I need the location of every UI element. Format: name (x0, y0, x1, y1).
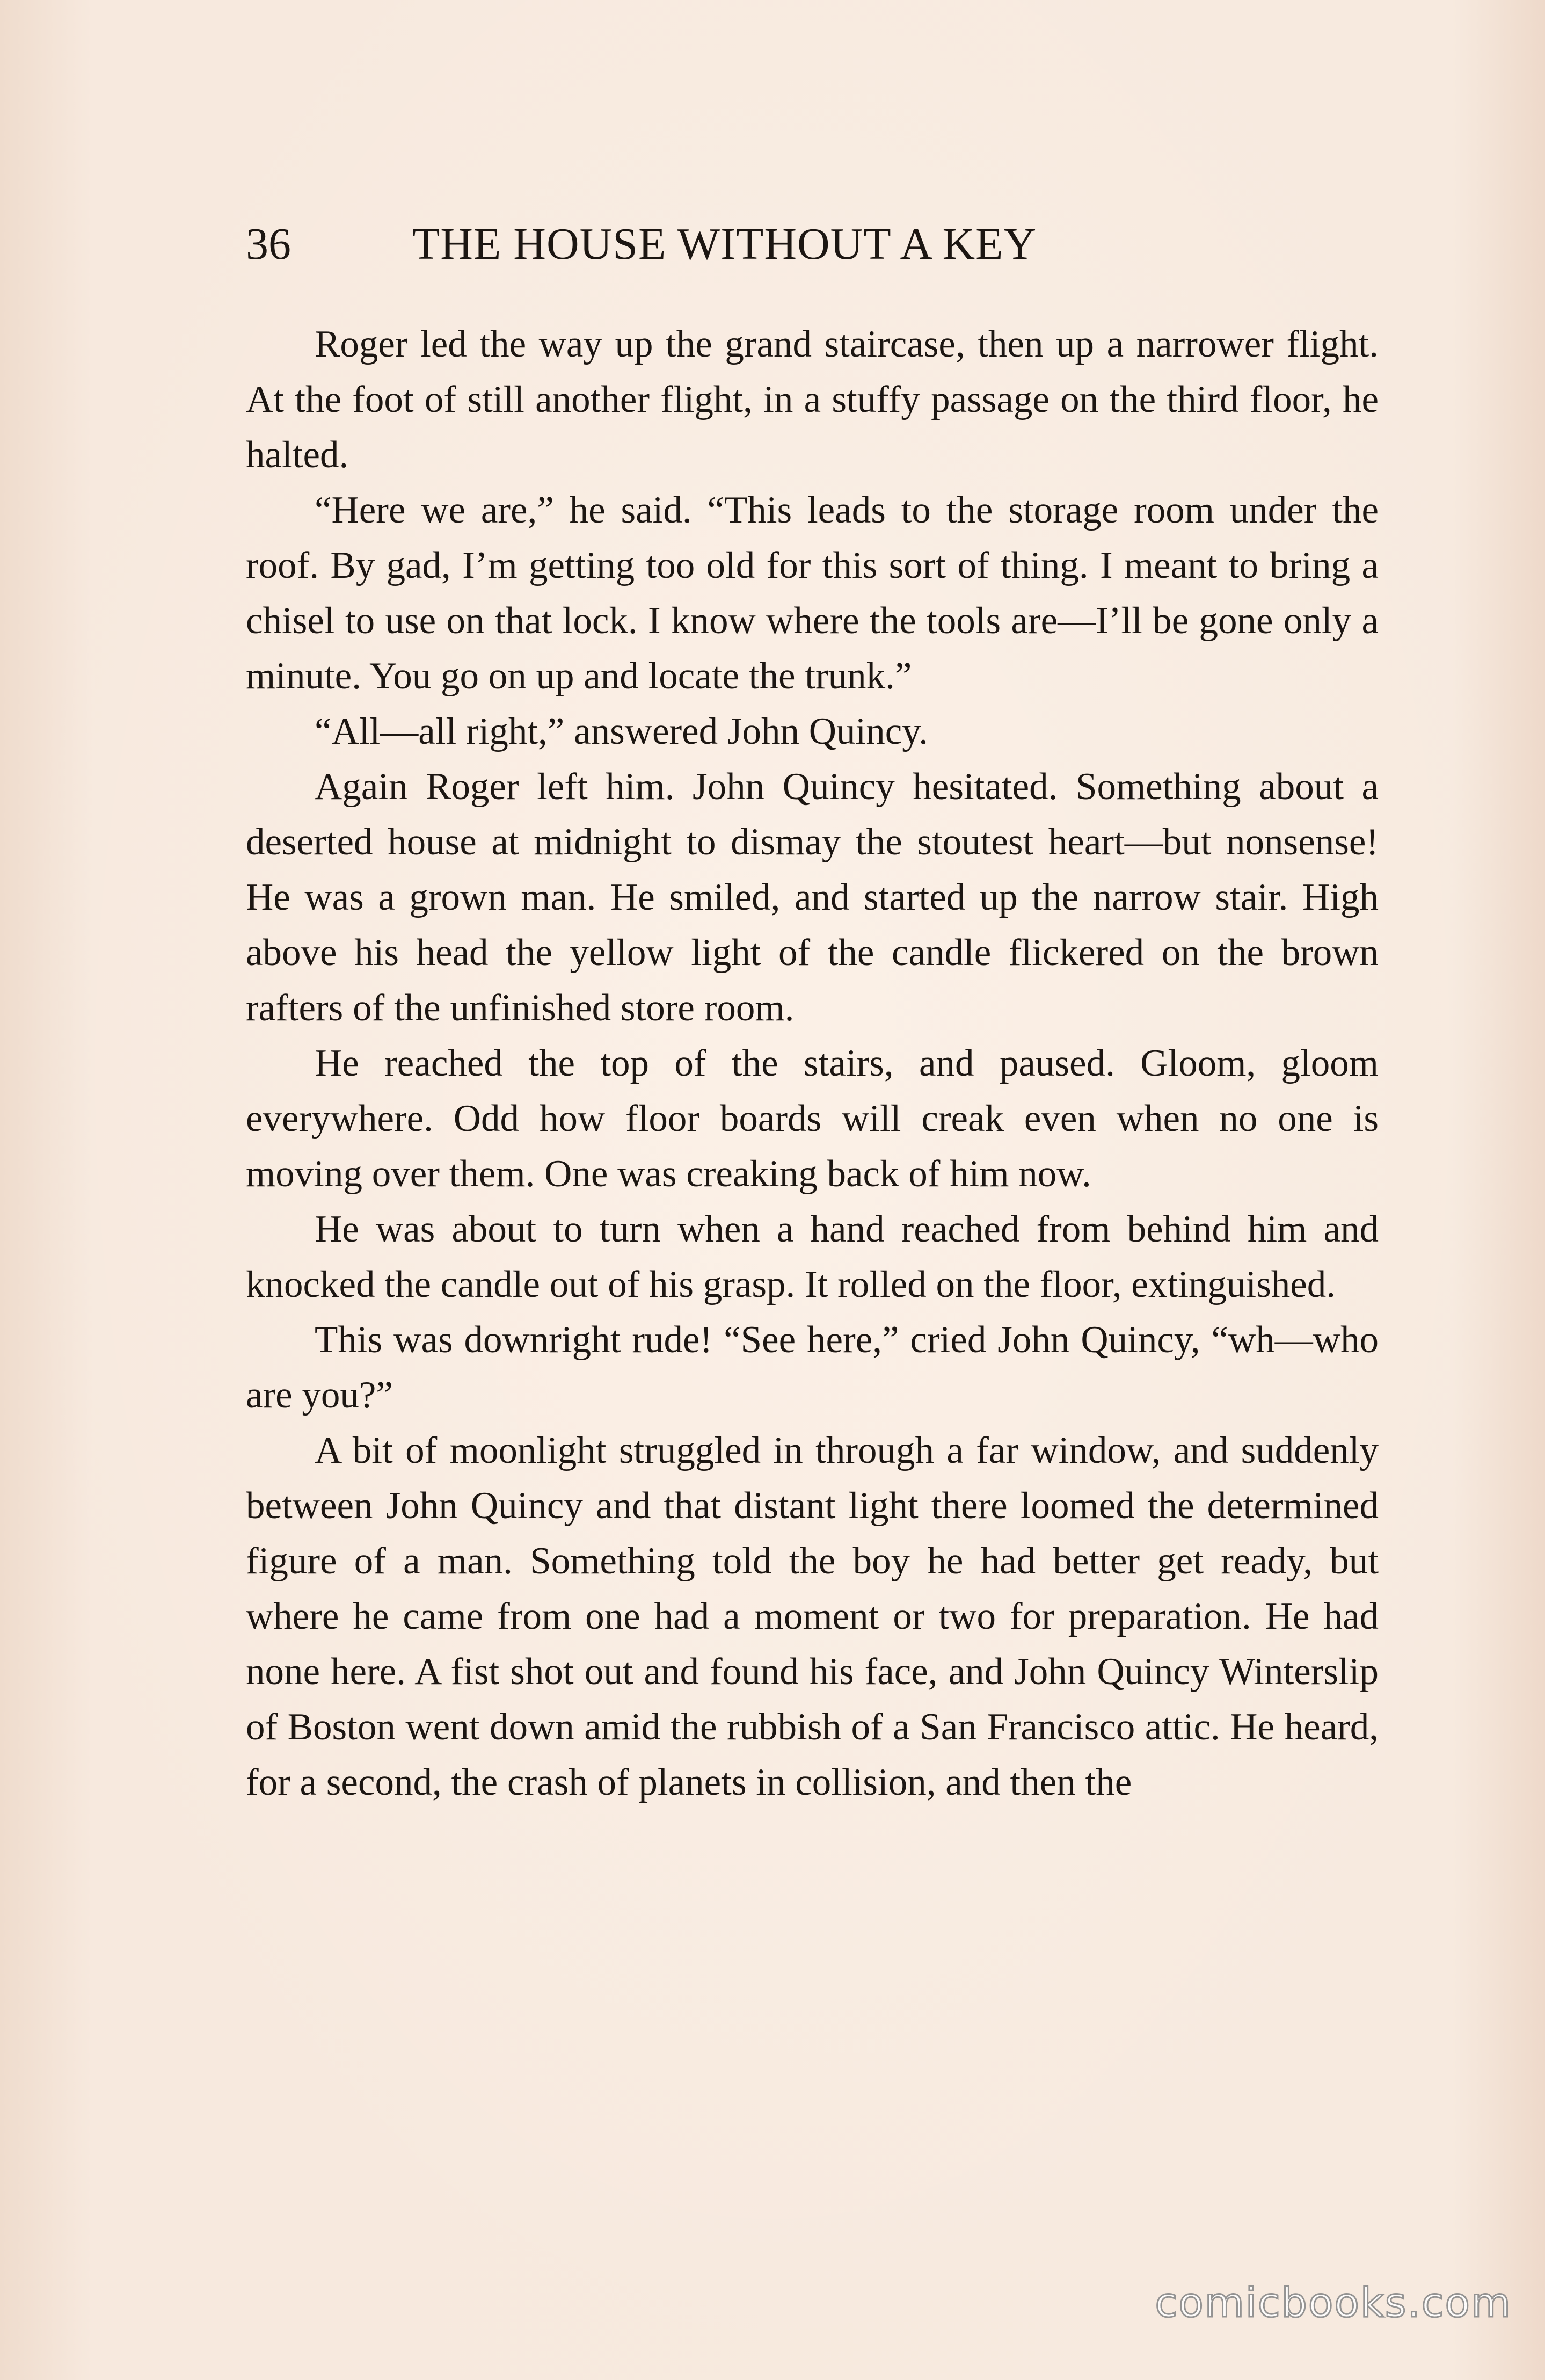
paragraph: “All—all right,” answered John Quincy. (315, 710, 928, 752)
paragraph: He was about to turn when a hand reached from behind him and knocked the candle out of his grasp. It rolled on the floor, extinguished. (246, 1208, 1379, 1305)
running-title: THE HOUSE WITHOUT A KEY (412, 219, 1037, 269)
watermark: comicbooks.com (1155, 2279, 1512, 2326)
page-number: 36 (246, 219, 291, 269)
paragraph: This was downright rude! “See here,” cried John Quincy, “wh—who are you?” (246, 1319, 1379, 1416)
paragraph: Roger led the way up the grand staircase, then up a narrower flight. At the foot of still another flight, in a stuffy passage on the third floor, he halted. (246, 323, 1379, 476)
running-header (246, 212, 1379, 277)
body-text (246, 317, 1379, 1810)
paragraph: Again Roger left him. John Quincy hesitated. Something about a deserted house at midnight to dismay the stoutest heart—but nonsense! He was a grown man. He smiled, and started up the narrow stair. High above his head the yellow light of the candle flickered on the brown rafters of the unfinished store room. (246, 766, 1379, 1029)
paragraph: A bit of moonlight struggled in through a far window, and suddenly between John Quincy and that distant light there loomed the determined figure of a man. Something told the boy he had better get ready, but where he came from one had a moment or two for preparation. He had none here. A fist shot out and found his face, and John Quincy Winterslip of Boston went down amid the rubbish of a San Francisco attic. He heard, for a second, the crash of planets in collision, and then the (246, 1430, 1379, 1803)
paragraph: “Here we are,” he said. “This leads to the storage room under the roof. By gad, I’m getting too old for this sort of thing. I meant to bring a chisel to use on that lock. I know where the tools are—I’ll be gone only a minute. You go on up and locate the trunk.” (246, 489, 1379, 697)
paragraph: He reached the top of the stairs, and paused. Gloom, gloom everywhere. Odd how floor boards will creak even when no one is moving over them. One was creaking back of him now. (246, 1042, 1379, 1195)
